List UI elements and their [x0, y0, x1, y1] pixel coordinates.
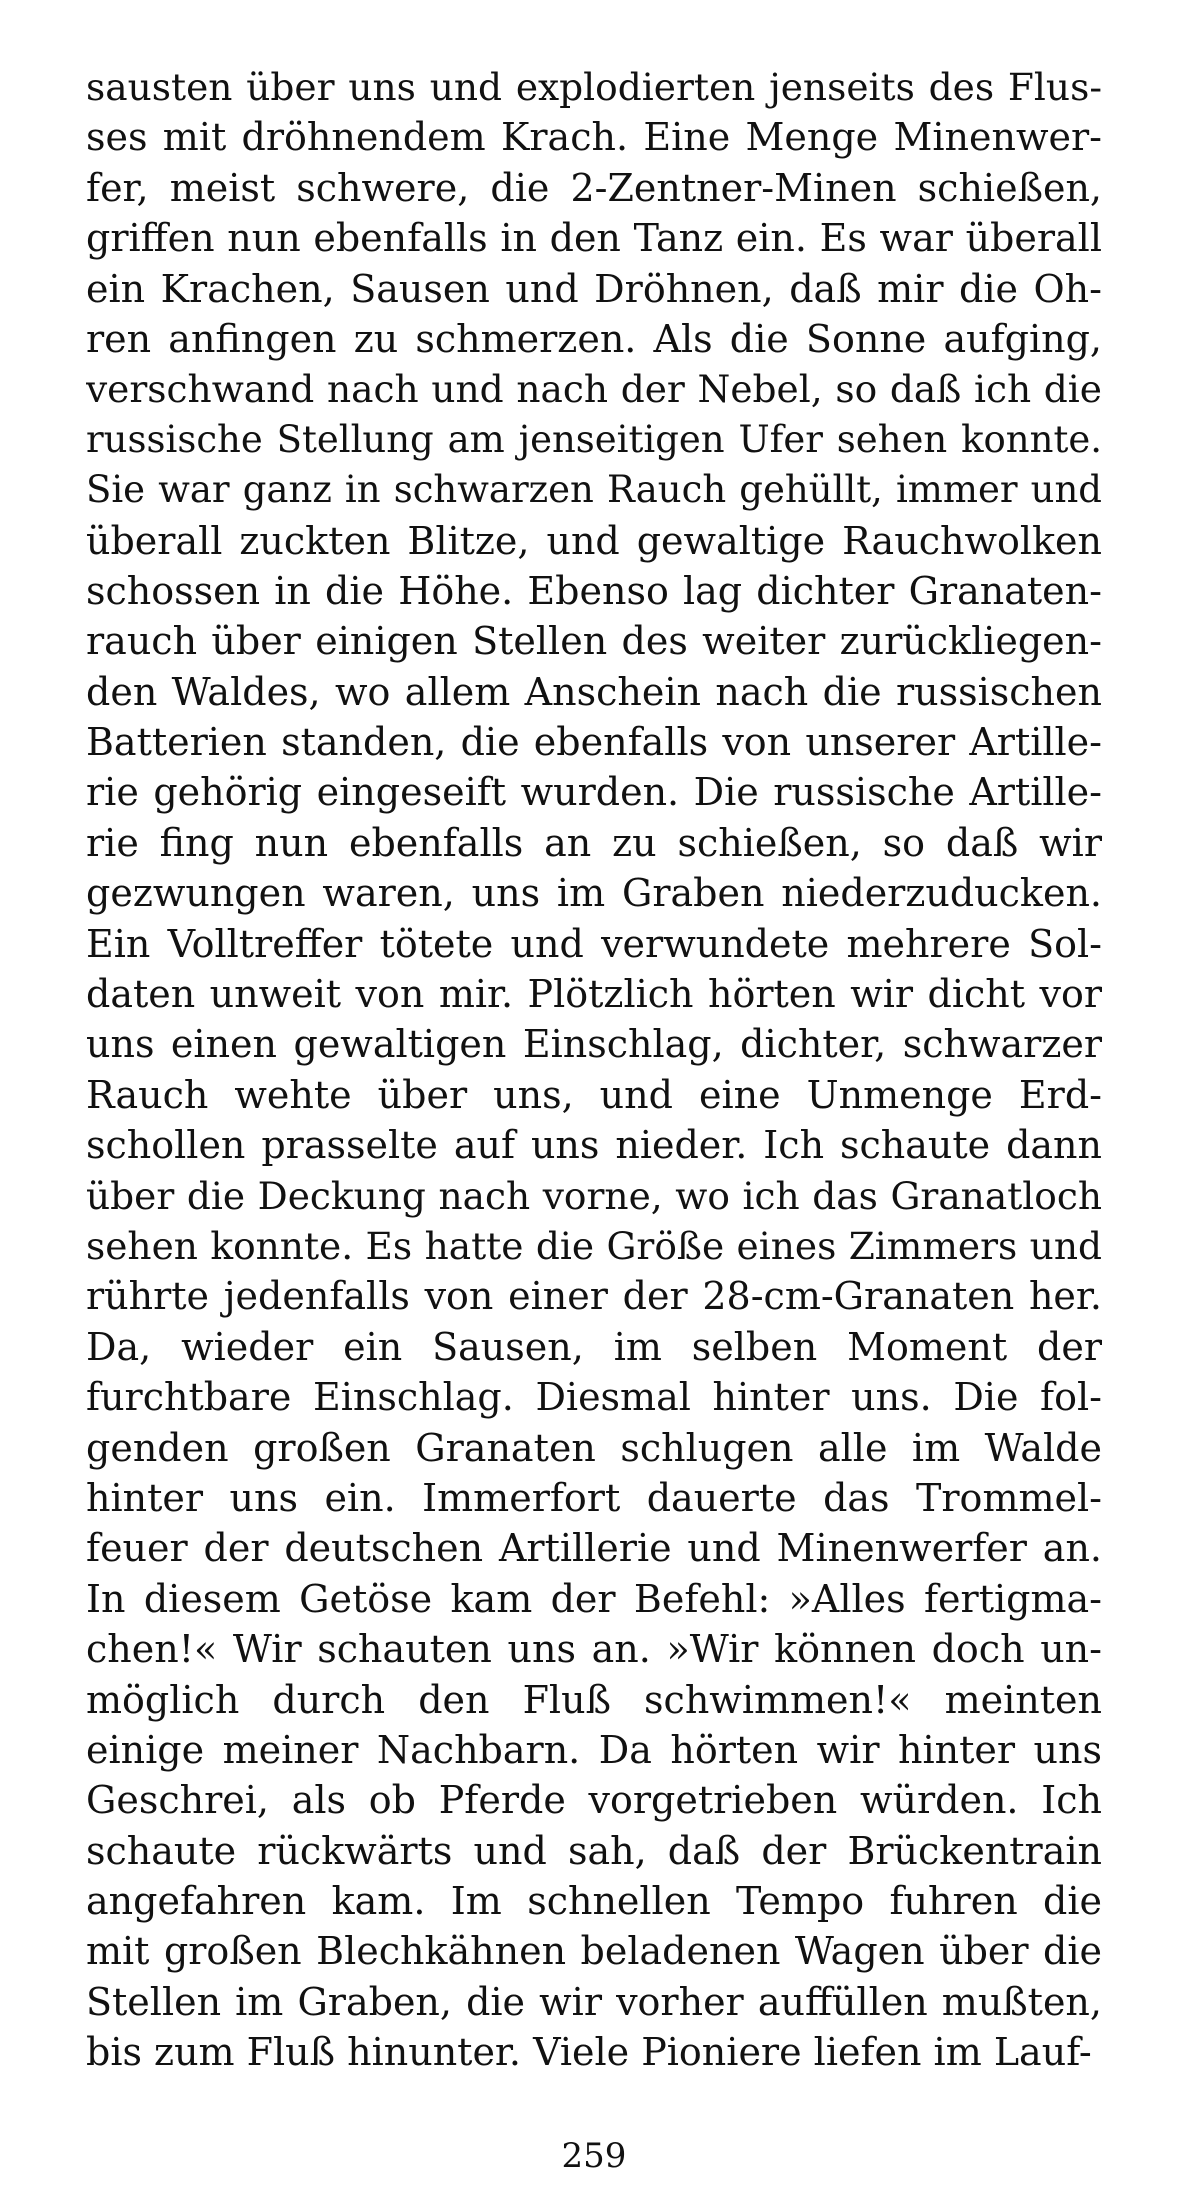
text-line: rie gehörig eingeseift wurden. Die russische Artille- — [86, 770, 1102, 815]
text-line: genden großen Granaten schlugen alle im Walde — [86, 1425, 1102, 1470]
text-line: schollen prasselte auf uns nieder. Ich schaute dann — [86, 1123, 1102, 1168]
text-line: russische Stellung am jenseitigen Ufer sehen konnte. — [86, 417, 1102, 461]
text-line: Da, wieder ein Sausen, im selben Moment der — [86, 1324, 1102, 1369]
text-line: verschwand nach und nach der Nebel, so daß ich die — [86, 367, 1102, 412]
text-line: furchtbare Einschlag. Diesmal hinter uns. Die fol- — [86, 1375, 1102, 1420]
text-line: sausten über uns und explodierten jenseits des Flus- — [86, 65, 1102, 109]
text-line: bis zum Fluß hinunter. Viele Pioniere liefen im Lauf- — [86, 2030, 1092, 2075]
text-line: uns einen gewaltigen Einschlag, dichter, schwarzer — [86, 1022, 1102, 1067]
text-line: möglich durch den Fluß schwimmen!« meinten — [86, 1677, 1102, 1722]
text-line: gezwungen waren, uns im Graben niederzuducken. — [86, 871, 1102, 916]
body-text — [86, 62, 1102, 2078]
text-line: Stellen im Graben, die wir vorher auffüllen mußten, — [86, 1979, 1102, 2024]
text-line: rie fing nun ebenfalls an zu schießen, so daß wir — [86, 820, 1102, 865]
page-number: 259 — [561, 2136, 627, 2176]
text-line: Geschrei, als ob Pferde vorgetrieben würden. Ich — [86, 1778, 1102, 1823]
text-line: daten unweit von mir. Plötzlich hörten wir dicht vor — [86, 972, 1102, 1017]
text-line: feuer der deutschen Artillerie und Minenwerfer an. — [86, 1526, 1102, 1571]
text-line: rauch über einigen Stellen des weiter zurückliegen- — [86, 619, 1102, 664]
text-line: einige meiner Nachbarn. Da hörten wir hinter uns — [86, 1727, 1102, 1772]
text-line: Sie war ganz in schwarzen Rauch gehüllt, immer und — [86, 468, 1102, 512]
text-line: über die Deckung nach vorne, wo ich das Granatloch — [86, 1173, 1102, 1218]
text-line: In diesem Getöse kam der Befehl: »Alles fertigma- — [86, 1576, 1102, 1621]
text-line: chen!« Wir schauten uns an. »Wir können doch un- — [86, 1627, 1102, 1672]
text-line: ses mit dröhnendem Krach. Eine Menge Minenwer- — [86, 115, 1102, 160]
text-line: überall zuckten Blitze, und gewaltige Rauchwolken — [86, 518, 1102, 563]
text-line: schaute rückwärts und sah, daß der Brückentrain — [86, 1828, 1102, 1873]
text-line: Ein Volltreffer tötete und verwundete mehrere Sol- — [86, 921, 1102, 966]
text-line: angefahren kam. Im schnellen Tempo fuhren die — [86, 1879, 1102, 1924]
text-line: sehen konnte. Es hatte die Größe eines Zimmers und — [86, 1223, 1102, 1268]
text-line: griffen nun ebenfalls in den Tanz ein. Es war überall — [86, 216, 1102, 261]
text-line: fer, meist schwere, die 2-Zentner-Minen schießen, — [86, 165, 1102, 210]
text-line: Rauch wehte über uns, und eine Unmenge Erd- — [86, 1072, 1102, 1117]
text-line: hinter uns ein. Immerfort dauerte das Trommel- — [86, 1475, 1102, 1520]
text-line: den Waldes, wo allem Anschein nach die russischen — [86, 669, 1102, 714]
text-line: Batterien standen, die ebenfalls von unserer Artille- — [86, 720, 1102, 765]
text-line: ren anfingen zu schmerzen. Als die Sonne aufging, — [86, 316, 1102, 361]
text-line: mit großen Blechkähnen beladenen Wagen über die — [86, 1929, 1102, 1974]
text-line: schossen in die Höhe. Ebenso lag dichter Granaten- — [86, 568, 1102, 613]
text-line: rührte jedenfalls von einer der 28-cm-Granaten her. — [86, 1274, 1102, 1319]
text-line: ein Krachen, Sausen und Dröhnen, daß mir die Oh- — [86, 266, 1102, 311]
